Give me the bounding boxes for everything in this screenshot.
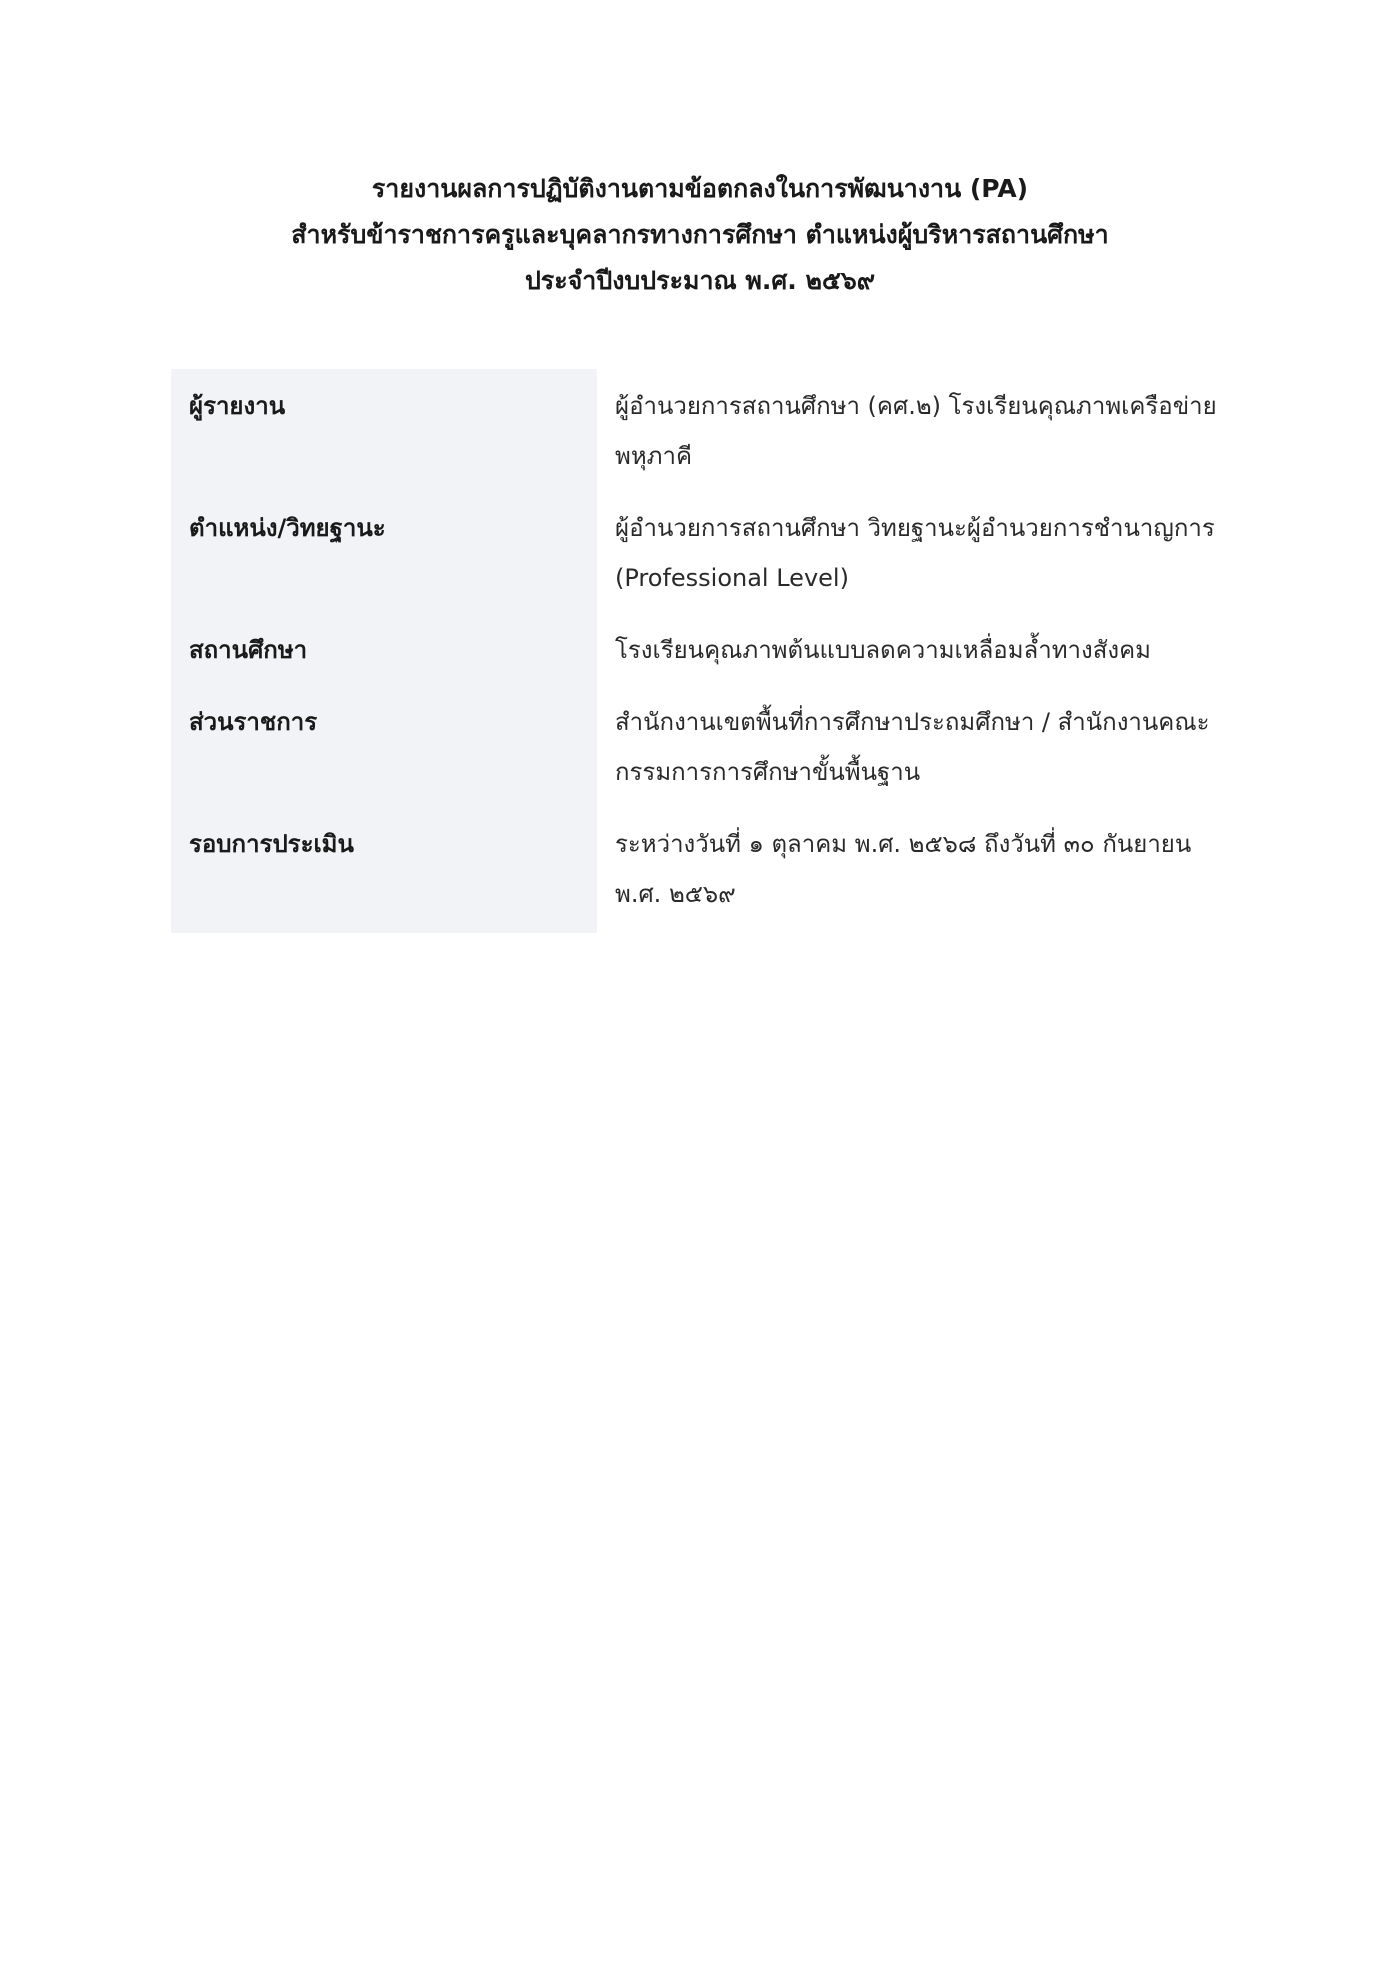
table-row-evaluation-period [171,819,1231,933]
table-row-school [171,625,1231,697]
reporter-info-table [171,369,1231,933]
table-row-position [171,503,1231,625]
position-label: ตำแหน่ง/วิทยฐานะ [171,503,597,625]
evaluation-period-value: ระหว่างวันที่ ๑ ตุลาคม พ.ศ. ๒๕๖๘ ถึงวันที่ ๓๐ กันยายน พ.ศ. ๒๕๖๙ [597,819,1231,933]
title-line-2: สำหรับข้าราชการครูและบุคลากรทางการศึกษา ตำแหน่งผู้บริหารสถานศึกษา [291,220,1109,249]
table-row-agency [171,697,1231,819]
reporter-label: ผู้รายงาน [171,369,597,503]
evaluation-period-label: รอบการประเมิน [171,819,597,933]
table-row-reporter [171,369,1231,503]
title-line-1: รายงานผลการปฏิบัติงานตามข้อตกลงในการพัฒนางาน (PA) [371,174,1029,203]
position-value: ผู้อำนวยการสถานศึกษา วิทยฐานะผู้อำนวยการชำนาญการ (Professional Level) [597,503,1231,625]
school-value: โรงเรียนคุณภาพต้นแบบลดความเหลื่อมล้ำทางสังคม [597,625,1231,697]
document-title [0,166,1400,304]
reporter-value: ผู้อำนวยการสถานศึกษา (คศ.๒) โรงเรียนคุณภาพเครือข่ายพหุภาคี [597,369,1231,503]
agency-label: ส่วนราชการ [171,697,597,819]
agency-value: สำนักงานเขตพื้นที่การศึกษาประถมศึกษา / สำนักงานคณะกรรมการการศึกษาขั้นพื้นฐาน [597,697,1231,819]
school-label: สถานศึกษา [171,625,597,697]
title-line-3: ประจำปีงบประมาณ พ.ศ. ๒๕๖๙ [524,266,876,295]
